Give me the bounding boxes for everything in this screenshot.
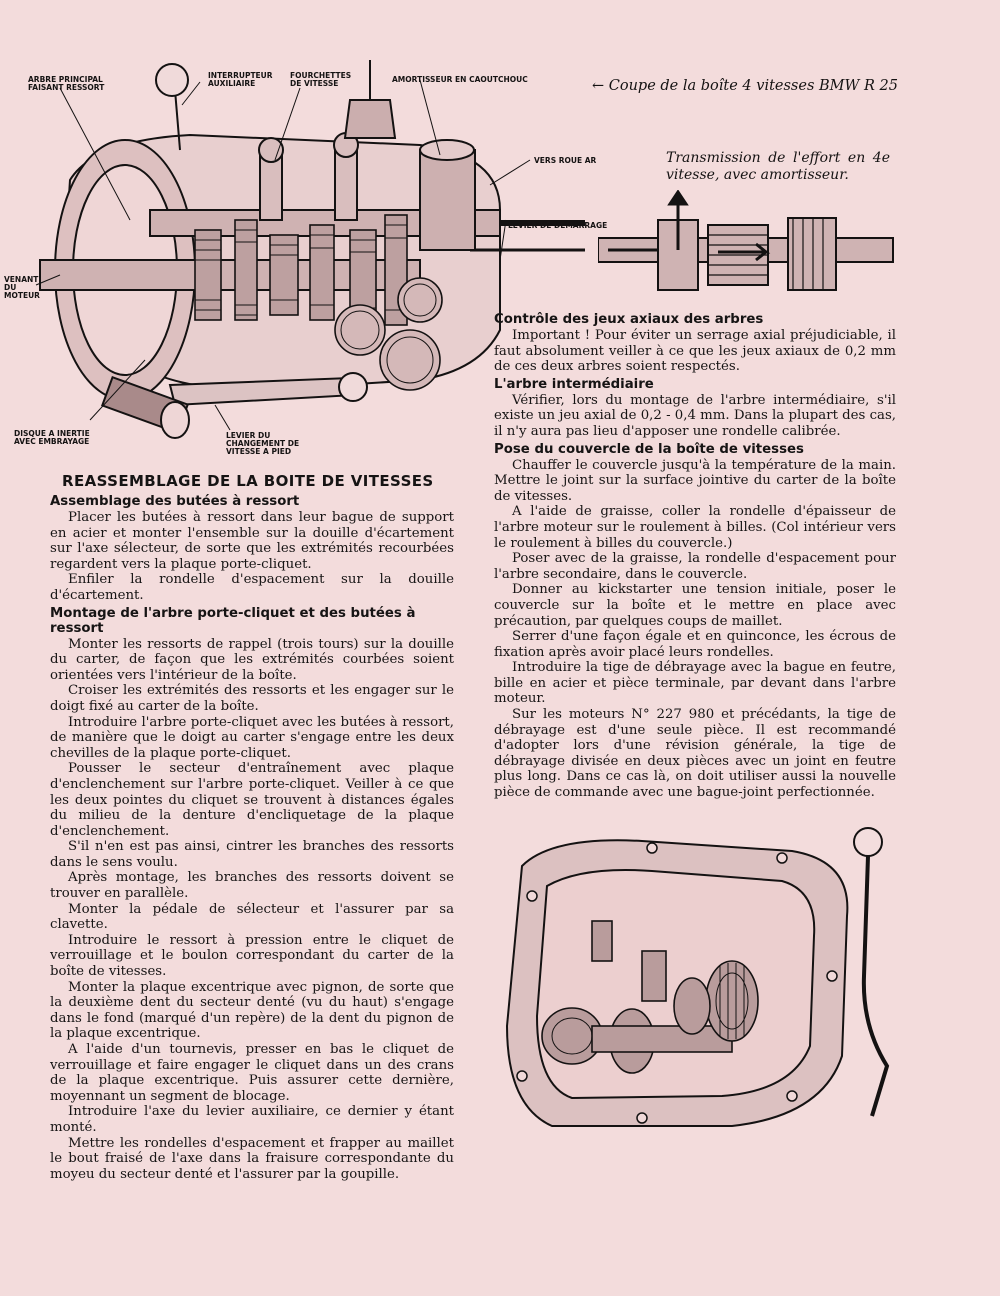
paragraph: Pousser le secteur d'entraînement avec plaque d'enclenchement sur l'arbre porte-cliquet. Veiller à ce que les deux pointes du cliquet se trouvent à distances égales du milieu de la denture d'encliquetage de la plaque d'enclenchement. (50, 761, 454, 839)
heading-controle-jeux: Contrôle des jeux axiaux des arbres (494, 312, 764, 327)
paragraph: Sur les moteurs N° 227 980 et précédants, la tige de débrayage est d'une seule pièce. Il est recommandé d'adopter lors d'une révision générale, la tige de débrayage divisée en deux pièces avec un joint en feutre plus long. Dans ce cas là, on doit utiliser aussi la nouvelle pièce de commande avec une bague-joint perfectionnée. (494, 707, 896, 801)
paragraph: A l'aide d'un tournevis, presser en bas le cliquet de verrouillage et faire engager le cliquet dans un des crans de la plaque excentrique. Puis assurer cette dernière, moyennant un segment de blocage. (50, 1042, 454, 1104)
paragraph: Placer les butées à ressort dans leur bague de support en acier et monter l'ensemble sur la douille d'écartement sur l'axe sélecteur, de sorte que les extrémités recourbées regardent vers la plaque porte-cliquet. (50, 510, 454, 572)
paragraph: Important ! Pour éviter un serrage axial préjudiciable, il faut absolument veiller à ce que les jeux axiaux de 0,2 mm de ces deux arbres soient respectés. (494, 328, 896, 375)
paragraph: Monter la pédale de sélecteur et l'assurer par sa clavette. (50, 901, 454, 933)
label-amortisseur: AMORTISSEUR EN CAOUTCHOUC (392, 75, 528, 84)
paragraph: S'il n'en est pas ainsi, cintrer les branches des ressorts dans le sens voulu. (50, 839, 454, 870)
paragraph: Poser avec de la graisse, la rondelle d'espacement pour l'arbre secondaire, dans le couvercle. (494, 551, 896, 582)
left-column (50, 492, 454, 1182)
label-levier-changement: LEVIER DU CHANGEMENT DE VITESSE A PIED (226, 431, 300, 456)
label-levier-demarrage: LEVIER DE DEMARRAGE (508, 221, 608, 230)
paragraph: Introduire le ressort à pression entre le cliquet de verrouillage et le boulon correspondant du carter de la boîte de vitesses. (50, 932, 454, 980)
heading-arbre-intermediaire: L'arbre intermédiaire (494, 376, 654, 392)
label-vers-roue: VERS ROUE AR (534, 156, 597, 165)
transmission-diagram (598, 190, 898, 305)
paragraph: Après montage, les branches des ressorts doivent se trouver en parallèle. (50, 870, 454, 902)
paragraph: Monter les ressorts de rappel (trois tours) sur la douille du carter, de façon que les extrémités courbées soient orientées vers l'intérieur de la boîte. (50, 636, 454, 683)
paragraph: Mettre les rondelles d'espacement et frapper au maillet le bout fraisé de l'axe dans la fraisure correspondante du moyeu du secteur denté et l'assurer par la goupille. (50, 1135, 454, 1182)
heading-assemblage-butees: Assemblage des butées à ressort (50, 494, 300, 509)
label-interrupteur: INTERRUPTEUR AUXILIAIRE (208, 71, 273, 88)
label-disque-inertie: DISQUE A INERTIE AVEC EMBRAYAGE (14, 429, 90, 446)
paragraph: Introduire l'arbre porte-cliquet avec les butées à ressort, de manière que le doigt au carter s'engage entre les deux chevilles de la plaque porte-cliquet. (50, 714, 454, 761)
figure-caption-transmission: Transmission de l'effort en 4e vitesse, avec amortisseur. (666, 150, 890, 183)
paragraph: Introduire la tige de débrayage avec la bague en feutre, bille en acier et pièce terminale, par devant dans l'arbre moteur. (494, 660, 896, 707)
paragraph: Introduire l'axe du levier auxiliaire, ce dernier y étant monté. (50, 1104, 454, 1135)
paragraph: Monter la plaque excentrique avec pignon, de sorte que la deuxième dent du secteur denté (vu du haut) s'engage dans le fond (marqué d'un repère) de la dent du pignon de la plaque excentrique. (50, 979, 454, 1042)
label-fourchettes: FOURCHETTES DE VITESSE (290, 71, 352, 88)
heading-pose-couvercle: Pose du couvercle de la boîte de vitesses (494, 441, 804, 457)
paragraph: Vérifier, lors du montage de l'arbre intermédiaire, s'il existe un jeu axial de 0,2 - 0,4 mm. Dans la plupart des cas, il n'y aura pas lieu d'apposer une rondelle calibrée. (494, 392, 897, 439)
gearbox-interior-illustration (492, 826, 912, 1136)
paragraph: Enfiler la rondelle d'espacement sur la douille d'écartement. (50, 572, 454, 603)
label-venant-moteur: VENANT DU MOTEUR (4, 275, 40, 300)
label-arbre-principal: ARBRE PRINCIPAL FAISANT RESSORT (28, 75, 105, 92)
figure-caption-coupe: ← Coupe de la boîte 4 vitesses BMW R 25 (592, 78, 899, 94)
paragraph: Serrer d'une façon égale et en quinconce, les écrous de fixation après avoir placé leurs rondelles. (494, 629, 896, 660)
paragraph: Croiser les extrémités des ressorts et les engager sur le doigt fixé au carter de la boîte. (50, 683, 454, 714)
section-title-reassemblage: REASSEMBLAGE DE LA BOITE DE VITESSES (62, 472, 434, 490)
paragraph: Chauffer le couvercle jusqu'à la température de la main. Mettre le joint sur la surface jointive du carter de la boîte de vitesses. (494, 457, 896, 504)
paragraph: Donner au kickstarter une tension initiale, poser le couvercle sur la boîte et le mettre en place avec précaution, par quelques coups de maillet. (494, 582, 896, 629)
paragraph: A l'aide de graisse, coller la rondelle d'épaisseur de l'arbre moteur sur le roulement à billes. (Col intérieur vers le roulement à billes du couvercle.) (494, 504, 896, 551)
heading-montage-arbre: Montage de l'arbre porte-cliquet et des butées à ressort (50, 605, 416, 636)
right-column (494, 310, 896, 801)
